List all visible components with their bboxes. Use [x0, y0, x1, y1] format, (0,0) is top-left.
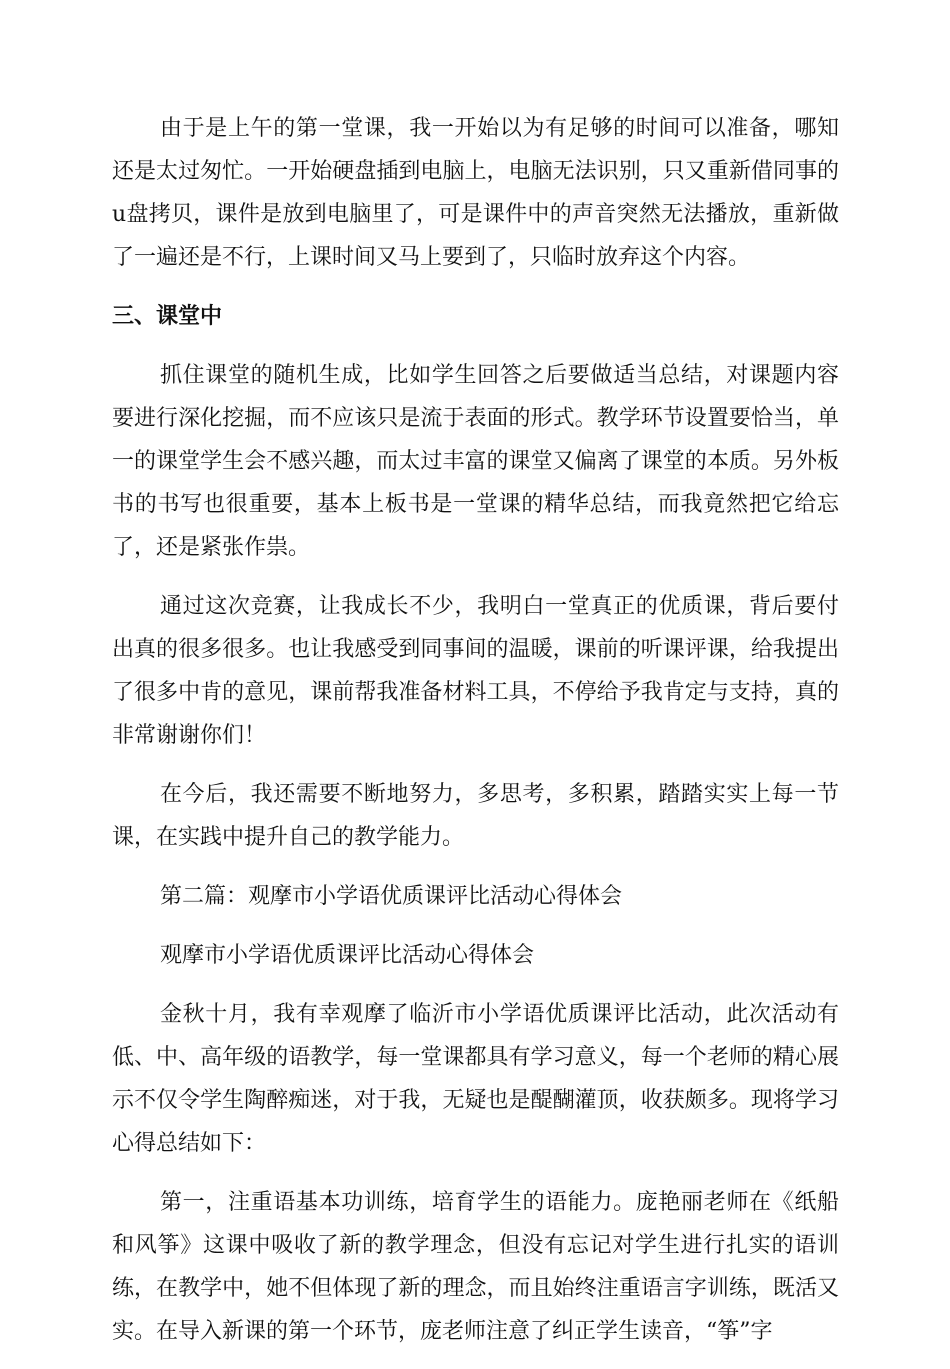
paragraph-5: 金秋十月，我有幸观摩了临沂市小学语优质课评比活动，此次活动有低、中、高年级的语教学，每一堂课都具有学习意义，每一个老师的精心展示不仅令学生陶醉痴迷，对于我，无疑也是醍醐灌顶，收获颇多。现将学习心得总结如下：	[112, 1002, 839, 1156]
paragraph-6: 第一，注重语基本功训练，培育学生的语能力。庞艳丽老师在《纸船和风筝》这课中吸收了新的教学理念，但没有忘记对学生进行扎实的语训练，在教学中，她不但体现了新的理念，而且始终注重语言字训练，既活又实。在导入新课的第一个环节，庞老师注意了纠正学生读音，“筝”字	[112, 1190, 839, 1344]
section-heading: 三、课堂中	[112, 304, 223, 329]
paragraph-1: 由于是上午的第一堂课，我一开始以为有足够的时间可以准备，哪知还是太过匆忙。一开始硬盘插到电脑上，电脑无法识别，只又重新借同事的u盘拷贝，课件是放到电脑里了，可是课件中的声音突然无法播放，重新做了一遍还是不行，上课时间又马上要到了，只临时放弃这个内容。	[112, 116, 839, 270]
paragraph-3: 通过这次竞赛，让我成长不少，我明白一堂真正的优质课，背后要付出真的很多很多。也让我感受到同事间的温暖，课前的听课评课，给我提出了很多中肯的意见，课前帮我准备材料工具，不停给予我肯定与支持，真的非常谢谢你们！	[112, 594, 839, 748]
article-subtitle-line: 观摩市小学语优质课评比活动心得体会	[160, 943, 535, 968]
article-title-line: 第二篇：观摩市小学语优质课评比活动心得体会	[160, 884, 623, 909]
paragraph-2: 抓住课堂的随机生成，比如学生回答之后要做适当总结，对课题内容要进行深化挖掘，而不应该只是流于表面的形式。教学环节设置要恰当，单一的课堂学生会不感兴趣，而太过丰富的课堂又偏离了课堂的本质。另外板书的书写也很重要，基本上板书是一堂课的精华总结，而我竟然把它给忘了，还是紧张作祟。	[112, 363, 839, 560]
paragraph-4: 在今后，我还需要不断地努力，多思考，多积累，踏踏实实上每一节课，在实践中提升自己的教学能力。	[112, 782, 839, 850]
document-body	[112, 107, 839, 1369]
